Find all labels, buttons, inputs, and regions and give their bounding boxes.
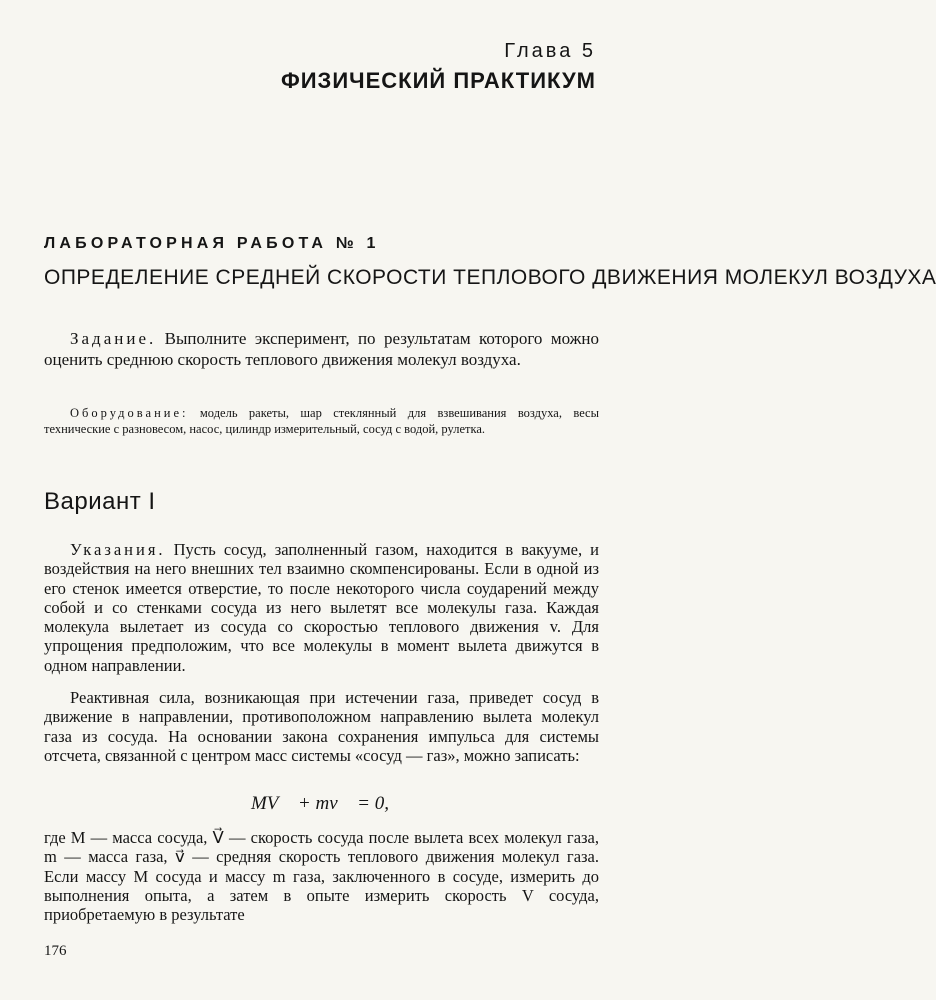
equipment-paragraph xyxy=(44,406,599,437)
instructions-paragraph-2: Реактивная сила, возникающая при истечении газа, приведет сосуд в движение в направлении, противоположном направлению вылета молекул газа из сосуда. На основании закона сохранения импульса для системы отсчета, связанной с центром масс системы «сосуд — газ», можно записать: xyxy=(44,688,599,765)
lab-work-label: ЛАБОРАТОРНАЯ РАБОТА № 1 xyxy=(44,235,380,252)
chapter-heading: Глава 5 xyxy=(504,40,596,62)
instructions-paragraph-3: где M — масса сосуда, V⃗ — скорость сосуда после вылета всех молекул газа, m — масса газа, v⃗ — средняя скорость теплового движения молекул газа. Если массу M сосуда и массу m газа, заключенного в сосуде, измерить до выполнения опыта, а затем в опыте измерить скорость V сосуда, приобретаемую в результате xyxy=(44,828,599,925)
equipment-text: модель ракеты, шар стеклянный для взвешивания воздуха, весы технические с разновесом, насос, цилиндр измерительный, сосуд с водой, рулетка. xyxy=(44,406,600,436)
lab-work-title: ОПРЕДЕЛЕНИЕ СРЕДНЕЙ СКОРОСТИ ТЕПЛОВОГО ДВИЖЕНИЯ МОЛЕКУЛ ВОЗДУХА xyxy=(44,266,936,289)
page-number: 176 xyxy=(44,943,67,959)
task-text: Выполните эксперимент, по результатам которого можно оценить среднюю скорость теплового движения молекул воздуха. xyxy=(44,329,599,369)
instructions-text-1: Пусть сосуд, заполненный газом, находится в вакууме, и воздействия на него внешних тел взаимно скомпенсированы. Если в одной из его стенок имеется отверстие, то после некоторого числа соударений между собой и со стенками сосуда из него вылетят все молекулы газа. Каждая молекула вылетает из сосуда со скоростью теплового движения v. Для упрощения предположим, что все молекулы в момент вылета движутся в одном направлении. xyxy=(44,540,599,675)
task-paragraph xyxy=(44,328,599,370)
variant-heading: Вариант I xyxy=(44,488,156,515)
instructions-lead: Указания. xyxy=(70,540,166,559)
momentum-formula: MV⃗ + mv⃗ = 0, xyxy=(250,793,390,814)
part-title: ФИЗИЧЕСКИЙ ПРАКТИКУМ xyxy=(280,68,596,93)
task-lead: Задание. xyxy=(70,329,157,348)
equipment-lead: Оборудование: xyxy=(70,406,189,420)
instructions-paragraph-1 xyxy=(44,540,599,675)
